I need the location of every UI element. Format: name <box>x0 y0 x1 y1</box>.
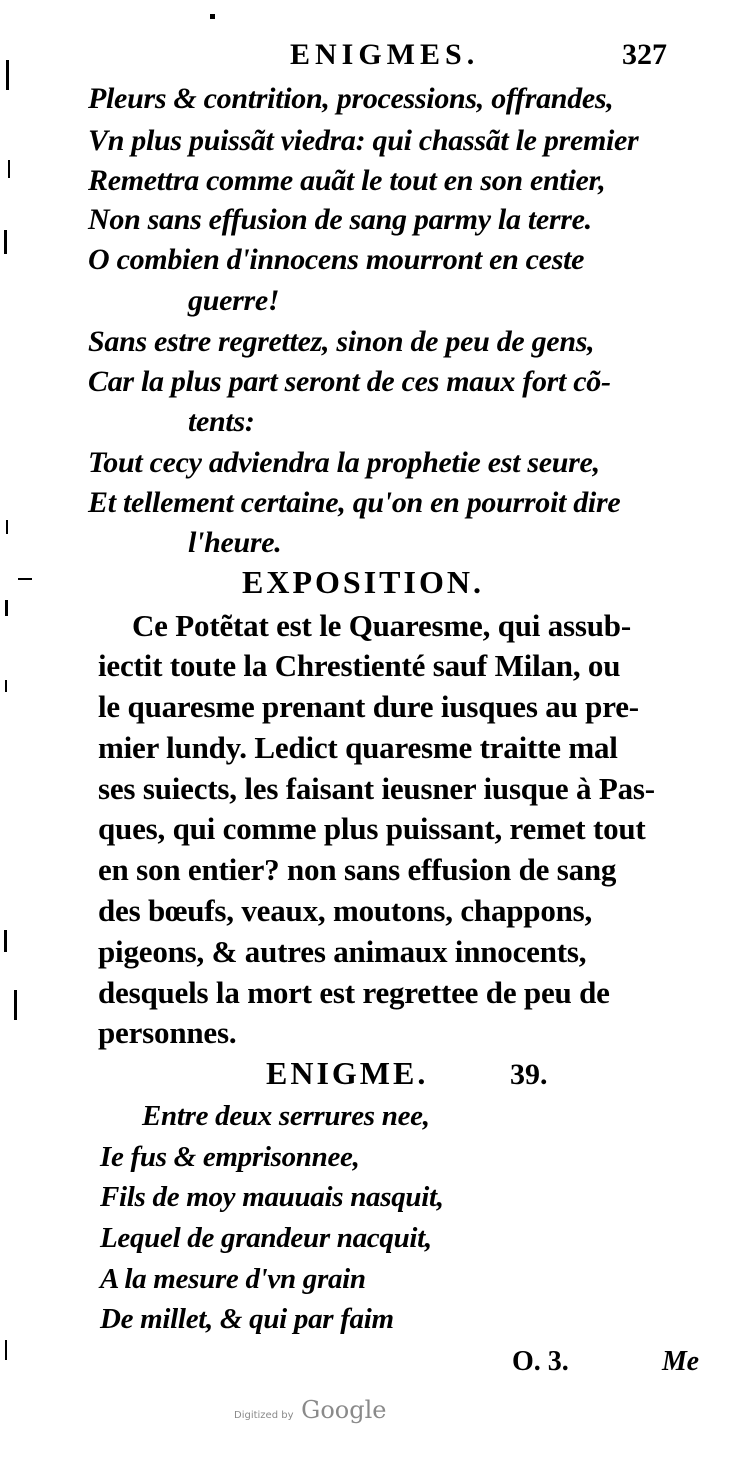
verse-line: Tout cecy adviendra la prophetie est seure, <box>88 446 600 479</box>
verse-line: l'heure. <box>188 526 282 559</box>
running-title: ENIGMES. <box>290 38 480 71</box>
page-number: 327 <box>622 38 667 71</box>
verse-line: Pleurs & contrition, processions, offrandes, <box>88 82 614 115</box>
scan-speck <box>18 578 32 580</box>
prose-line: ses suiects, les faisant ieusner iusque à Pas- <box>98 771 655 806</box>
scan-speck <box>5 600 8 616</box>
verse-line: Et tellement certaine, qu'on en pourroit dire <box>88 486 621 519</box>
verse-line: Remettra comme auãt le tout en son entier, <box>88 164 606 197</box>
scan-speck <box>5 680 7 692</box>
verse-line: Vn plus puissãt viedra: qui chassãt le premier <box>88 124 639 157</box>
verse-line: tents: <box>188 405 255 438</box>
enigme-line: Entre deux serrures nee, <box>142 1100 430 1132</box>
digitized-watermark <box>234 1396 386 1424</box>
enigme-line: Fils de moy mauuais nasquit, <box>100 1181 444 1213</box>
verse-line: Non sans effusion de sang parmy la terre. <box>88 203 592 236</box>
prose-line: desquels la mort est regrettee de peu de <box>98 975 610 1010</box>
verse-line: Car la plus part seront de ces maux fort cõ- <box>88 365 611 398</box>
enigme-line: Ie fus & emprisonnee, <box>100 1141 360 1173</box>
catchword: Me <box>662 1346 699 1377</box>
watermark-prefix: Digitized by <box>234 1410 294 1421</box>
scan-speck <box>6 520 8 534</box>
verse-line: guerre! <box>188 284 280 317</box>
enigme-line: De millet, & qui par faim <box>100 1303 394 1335</box>
enigme-number: 39. <box>510 1058 548 1091</box>
prose-line: ques, qui comme plus puissant, remet tout <box>98 811 646 846</box>
prose-line: pigeons, & autres animaux innocents, <box>98 934 587 969</box>
verse-line: Sans estre regrettez, sinon de peu de gens, <box>88 325 595 358</box>
prose-line: iectit toute la Chrestienté sauf Milan, ou <box>98 648 621 683</box>
scan-speck <box>14 990 17 1020</box>
prose-line: Ce Potẽtat est le Quaresme, qui assub- <box>132 608 631 643</box>
exposition-heading: EXPOSITION. <box>242 564 484 600</box>
signature-mark: O. 3. <box>512 1346 569 1377</box>
prose-line: en son entier? non sans effusion de sang <box>98 852 617 887</box>
scan-speck <box>8 160 10 178</box>
prose-line: mier lundy. Ledict quaresme traitte mal <box>98 730 618 765</box>
enigme-line: A la mesure d'vn grain <box>100 1263 366 1295</box>
prose-line: le quaresme prenant dure iusques au pre- <box>98 689 639 724</box>
google-logo: Google <box>301 1396 387 1424</box>
scan-speck <box>6 60 9 90</box>
scan-speck <box>4 930 7 952</box>
enigme-line: Lequel de grandeur nacquit, <box>100 1222 432 1254</box>
scan-speck <box>5 1340 7 1360</box>
prose-line: personnes. <box>98 1015 237 1050</box>
scan-speck <box>4 230 7 254</box>
enigme-heading: ENIGME. <box>266 1055 429 1091</box>
prose-line: des bœufs, veaux, moutons, chappons, <box>98 893 593 928</box>
verse-line: O combien d'innocens mourront en ceste <box>88 243 585 276</box>
scan-speck <box>210 14 215 19</box>
